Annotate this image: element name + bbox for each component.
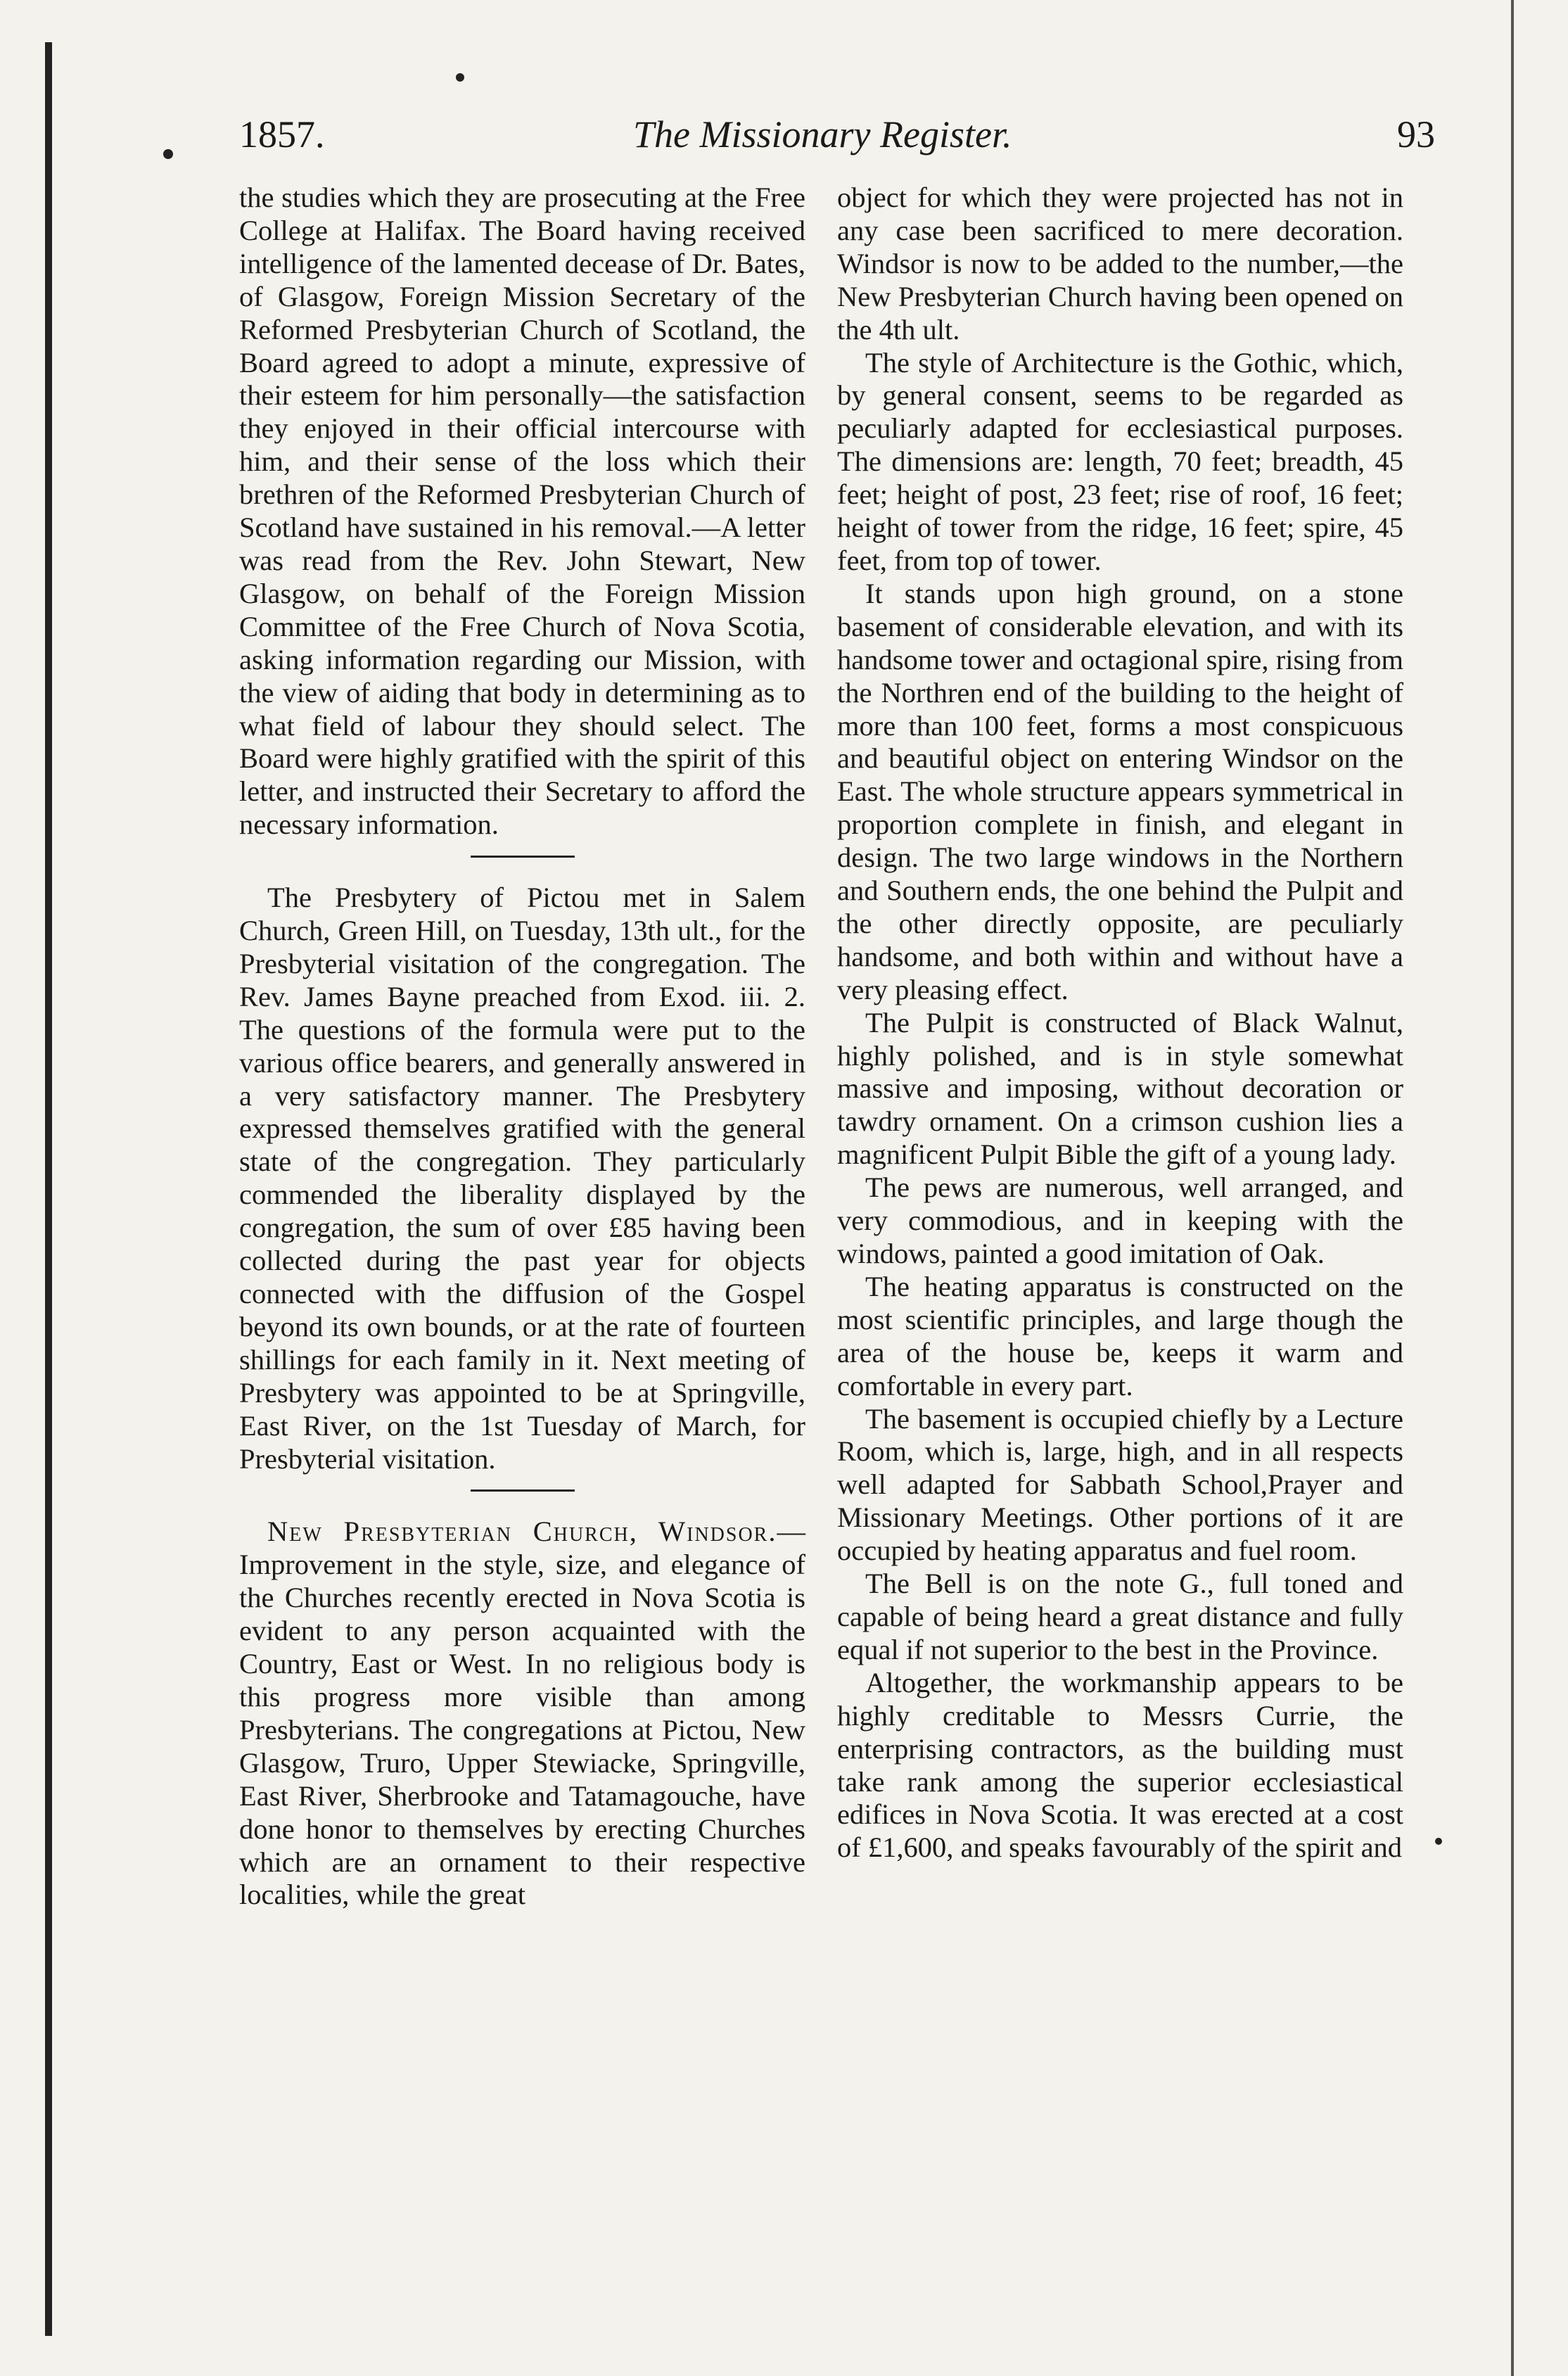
paragraph: The heating apparatus is constructed on the most scientific principles, and large though the area of the house be, keeps it warm and comfortable in every part. xyxy=(837,1270,1403,1402)
binding-edge xyxy=(45,42,52,2336)
left-column xyxy=(239,182,805,1912)
paragraph: The Bell is on the note G., full toned and capable of being heard a great distance and fully equal if not superior to the best in the Province. xyxy=(837,1568,1403,1665)
header-year: 1857. xyxy=(239,113,325,155)
ink-speck xyxy=(456,73,464,82)
right-column xyxy=(837,182,1403,1864)
article-heading: New Presbyterian Church, Windsor. xyxy=(267,1516,777,1548)
paragraph xyxy=(239,1516,805,1912)
paragraph: Altogether, the workmanship appears to be highly creditable to Messrs Currie, the enterprising contractors, as the building must take rank among the superior ecclesiastical edifices in Nova Scotia. It was erected at a cost of £1,600, and speaks favourably of the spirit and xyxy=(837,1666,1403,1864)
paragraph: The style of Architecture is the Gothic, which, by general consent, seems to be regarded as peculiarly adapted for ecclesiastical purposes. The dimensions are: length, 70 feet; breadth, 45 feet; height of post, 23 feet; rise of roof, 16 feet; height of tower from the ridge, 16 feet; spire, 45 feet, from top of tower. xyxy=(837,346,1403,576)
page-edge xyxy=(1511,0,1514,2376)
paragraph: The Presbytery of Pictou met in Salem Church, Green Hill, on Tuesday, 13th ult., for the Presbyterial visitation of the congregation. The Rev. James Bayne preached from Exod. iii. 2. The questions of the formula were put to the various office bearers, and generally answered in a very satisfactory manner. The Presbytery expressed themselves gratified with the general state of the congregation. They particularly commended the liberality displayed by the congregation, the sum of over £85 having been collected during the past year for objects connected with the diffusion of the Gospel beyond its own bounds, or at the rate of fourteen shillings for each family in it. Next meeting of Presbytery was appointed to be at Springville, East River, on the 1st Tuesday of March, for Presbyterial visitation. xyxy=(239,882,805,1475)
paragraph: The Pulpit is constructed of Black Walnut, highly polished, and is in style somewhat massive and imposing, without decoration or tawdry ornament. On a crimson cushion lies a magnificent Pulpit Bible the gift of a young lady. xyxy=(837,1006,1403,1171)
ink-speck xyxy=(163,149,173,159)
paragraph: the studies which they are prosecuting at the Free College at Halifax. The Board having received intelligence of the lamented decease of Dr. Bates, of Glasgow, Foreign Mission Secretary of the Reformed Presbyterian Church of Scotland, the Board agreed to adopt a minute, expressive of their esteem for him personally—the satisfaction they enjoyed in their official intercourse with him, and their sense of the loss which their brethren of the Reformed Presbyterian Church of Scotland have sustained in his removal.—A letter was read from the Rev. John Stewart, New Glasgow, on behalf of the Foreign Mission Committee of the Free Church of Nova Scotia, asking information regarding our Mission, with the view of aiding that body in determining as to what field of labour they should select. The Board were highly gratified with the spirit of this letter, and instructed their Secretary to afford the necessary information. xyxy=(239,182,805,841)
paragraph: The pews are numerous, well arranged, and very commodious, and in keeping with the windows, painted a good imitation of Oak. xyxy=(837,1171,1403,1269)
section-rule xyxy=(471,856,575,858)
paragraph: It stands upon high ground, on a stone basement of considerable elevation, and with its handsome tower and octagional spire, rising from the Northren end of the building to the height of more than 100 feet, forms a most conspicuous and beautiful object on entering Windsor on the East. The whole structure appears symmetrical in proportion complete in finish, and elegant in design. The two large windows in the Northern and Southern ends, the one behind the Pulpit and the other directly opposite, are peculiarly handsome, and both within and without have a very pleasing effect. xyxy=(837,577,1403,1005)
page-number: 93 xyxy=(1397,113,1435,155)
paragraph: The basement is occupied chiefly by a Lecture Room, which is, large, high, and in all respects well adapted for Sabbath School,Prayer and Missionary Meetings. Other portions of it are occupied by heating apparatus and fuel room. xyxy=(837,1402,1403,1567)
header-title: The Missionary Register. xyxy=(633,113,1012,155)
paragraph: object for which they were projected has not in any case been sacrificed to mere decoration. Windsor is now to be added to the number,—the New Presbyterian Church having been opened on the 4th ult. xyxy=(837,182,1403,345)
article-body: —Improvement in the style, size, and elegance of the Churches recently erected in Nova Scotia is evident to any person acquainted with the Country, East or West. In no religious body is this progress more visible than among Presbyterians. The congregations at Pictou, New Glasgow, Truro, Upper Stewiacke, Springville, East River, Sherbrooke and Tatamagouche, have done honor to themselves by erecting Churches which are an ornament to their respective localities, while the great xyxy=(239,1516,805,1911)
running-head xyxy=(239,113,1435,169)
section-rule xyxy=(471,1489,575,1492)
ink-speck xyxy=(1435,1838,1442,1845)
